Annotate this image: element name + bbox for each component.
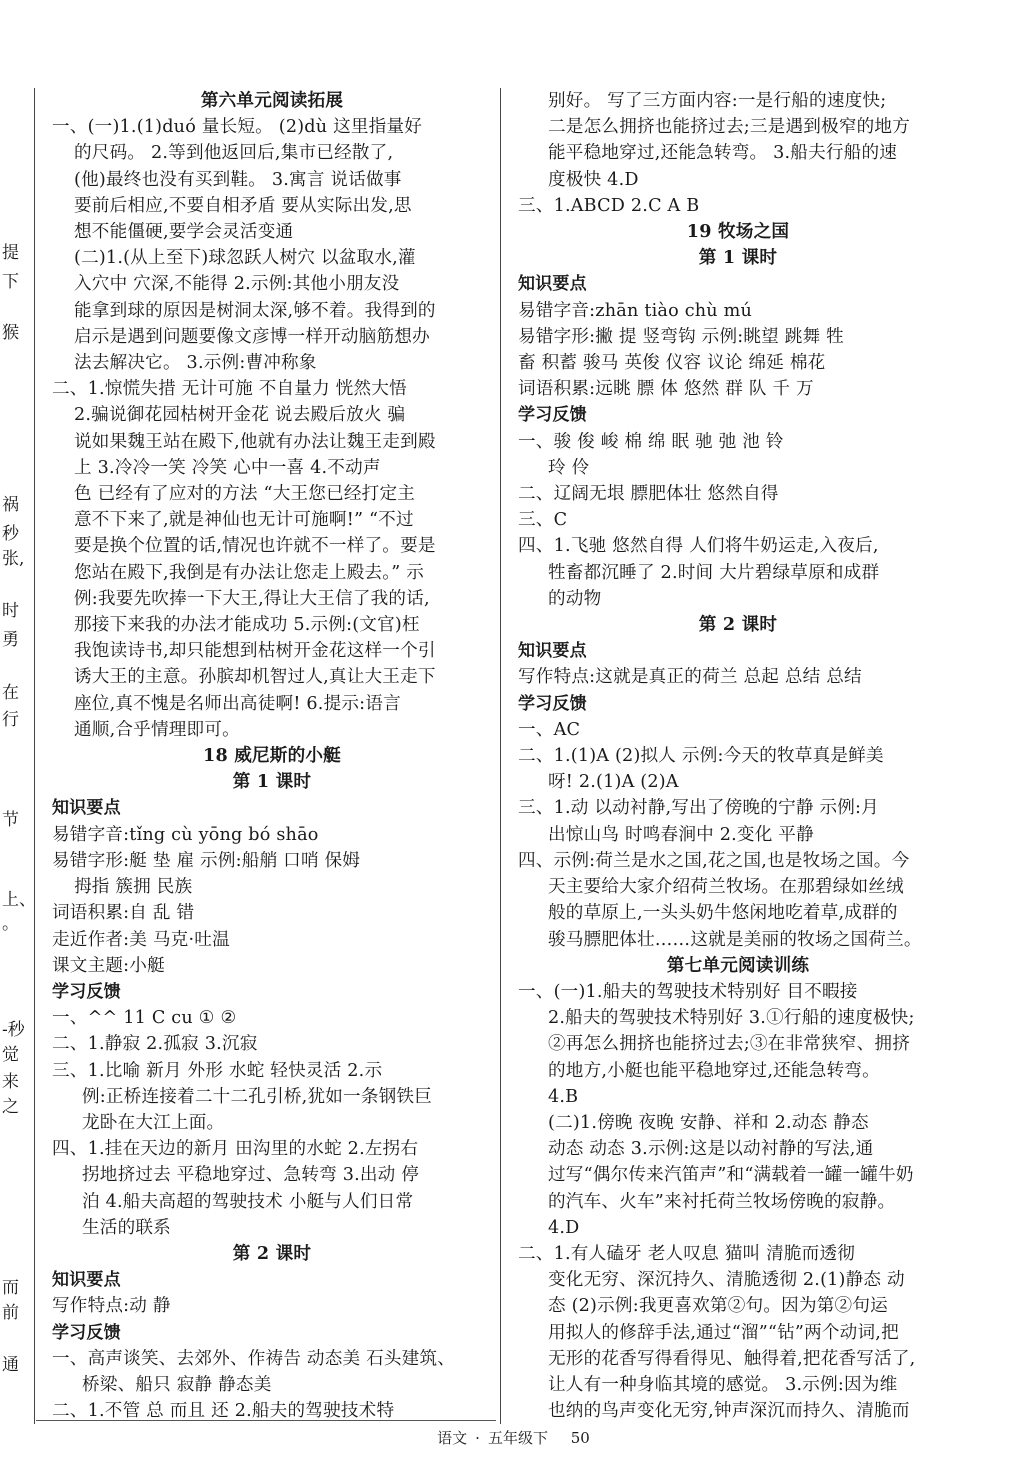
edge-fragment: 提 — [2, 243, 19, 263]
answer-line: 入穴中 穴深,不能得 2.示例:其他小朋友没 — [74, 274, 400, 295]
answer-line: 三、C — [518, 510, 568, 531]
subsection-heading: 知识要点 — [518, 641, 587, 662]
section-title: 第 2 课时 — [232, 1242, 312, 1264]
answer-line: 泊 4.船夫高超的驾驶技术 小艇与人们日常 — [82, 1191, 414, 1212]
answer-line: 想不能僵硬,要学会灵活变通 — [74, 222, 294, 243]
answer-line: 的尺码。 2.等到他返回后,集市已经散了, — [74, 143, 394, 164]
edge-fragment: 前 — [2, 1303, 19, 1323]
answer-line: 二是怎么拥挤也能挤过去;三是遇到极窄的地方 — [548, 117, 911, 138]
left-column — [52, 88, 492, 1424]
answer-line: 二、1.惊慌失措 无计可施 不自量力 恍然大悟 — [52, 379, 407, 400]
answer-line: 骏马膘肥体壮……这就是美丽的牧场之国荷兰。 — [548, 929, 922, 950]
answer-line: 玲 伶 — [548, 457, 590, 478]
footer-grade: 五年级下 — [487, 1429, 548, 1447]
answer-line: 易错字形:艇 垫 雇 示例:船艄 口哨 保姆 — [52, 850, 361, 871]
column-rule — [500, 88, 501, 1424]
answer-line: 我饱读诗书,却只能想到枯树开金花这样一个引 — [74, 641, 436, 662]
answer-line: 二、1.(1)A (2)拟人 示例:今天的牧草真是鲜美 — [518, 746, 884, 767]
answer-line: 能平稳地穿过,还能急转弯。 3.船夫行船的速 — [548, 143, 898, 164]
edge-fragment: 通 — [2, 1355, 19, 1375]
answer-line: 无形的花香写得看得见、触得着,把花香写活了, — [548, 1348, 916, 1369]
answer-line: 四、示例:荷兰是水之国,花之国,也是牧场之国。今 — [518, 850, 910, 871]
answer-line: 4.B — [548, 1086, 579, 1107]
answer-line: ②再怎么拥挤也能挤过去;③在非常狭窄、拥挤 — [548, 1034, 911, 1055]
answer-line: 写作特点:动 静 — [52, 1296, 171, 1317]
answer-line: 天主要给大家介绍荷兰牧场。在那碧绿如丝绒 — [548, 877, 904, 898]
subsection-heading: 学习反馈 — [518, 405, 587, 426]
answer-line: 一、^^ 11 C cu ① ② — [52, 1008, 237, 1029]
page-footer — [0, 1427, 1027, 1448]
section-title: 第 1 课时 — [698, 247, 778, 269]
subsection-heading: 学习反馈 — [52, 1322, 121, 1343]
answer-line: 例:正桥连接着二十二孔引桥,犹如一条钢铁巨 — [82, 1086, 433, 1107]
answer-line: 一、(一)1.(1)duó 量长短。 (2)dù 这里指量好 — [52, 117, 423, 138]
section-title: 第六单元阅读拓展 — [200, 90, 344, 111]
edge-fragment: 时 — [2, 601, 19, 621]
answer-line: 桥梁、船只 寂静 静态美 — [82, 1374, 272, 1395]
answer-line: 三、1.动 以动衬静,写出了傍晚的宁静 示例:月 — [518, 798, 879, 819]
answer-line: 走近作者:美 马克·吐温 — [52, 929, 230, 950]
answer-line: 2.骗说御花园枯树开金花 说去殿后放火 骗 — [74, 405, 406, 426]
answer-line: 呀! 2.(1)A (2)A — [548, 772, 679, 793]
edge-fragment: 节 — [2, 810, 19, 830]
answer-line: 一、骏 俊 峻 棉 绵 眠 驰 弛 池 铃 — [518, 431, 784, 452]
answer-line: 通顺,合乎情理即可。 — [74, 719, 240, 740]
answer-line: 的汽车、火车”来衬托荷兰牧场傍晚的寂静。 — [548, 1191, 896, 1212]
subsection-heading: 学习反馈 — [52, 981, 121, 1002]
answer-line: 要是换个位置的话,情况也许就不一样了。要是 — [74, 536, 436, 557]
answer-line: 度极快 4.D — [548, 169, 639, 190]
answer-line: 态 (2)示例:我更喜欢第②句。因为第②句运 — [548, 1296, 888, 1317]
footer-dot: · — [475, 1429, 480, 1447]
footer-rule — [36, 1420, 496, 1421]
answer-line: 三、1.ABCD 2.C A B — [518, 195, 700, 216]
subsection-heading: 知识要点 — [518, 274, 587, 295]
section-title: 19 牧场之国 — [686, 221, 790, 243]
section-title: 18 威尼斯的小艇 — [203, 745, 341, 767]
answer-line: 生活的联系 — [82, 1217, 171, 1238]
edge-fragment: 。 — [2, 914, 19, 934]
answer-line: 要前后相应,不要自相矛盾 要从实际出发,思 — [74, 195, 412, 216]
answer-line: 的地方,小艇也能平稳地穿过,还能急转弯。 — [548, 1060, 880, 1081]
answer-line: 法去解决它。 3.示例:曹冲称象 — [74, 353, 317, 374]
answer-line: 一、高声谈笑、去郊外、作祷告 动态美 石头建筑、 — [52, 1348, 456, 1369]
answer-line: (二)1.(从上至下)球忽跃人树穴 以盆取水,灌 — [74, 248, 416, 269]
answer-line: (他)最终也没有买到鞋。 3.寓言 说话做事 — [74, 169, 402, 190]
edge-fragment: 而 — [2, 1278, 19, 1298]
answer-line: 易错字音:zhān tiào chù mú — [518, 300, 753, 321]
answer-line: 四、1.飞驰 悠然自得 人们将牛奶运走,入夜后, — [518, 536, 879, 557]
answer-line: 课文主题:小艇 — [52, 955, 165, 976]
previous-page-edge — [0, 0, 36, 1465]
edge-fragment: 上、 — [2, 890, 36, 910]
answer-line: 2.船夫的驾驶技术特别好 3.①行船的速度极快; — [548, 1008, 915, 1029]
answer-line: 那接下来我的办法才能成功 5.示例:(文官)枉 — [74, 615, 420, 636]
edge-fragment: 行 — [2, 710, 19, 730]
edge-fragment: 祸 — [2, 495, 19, 515]
answer-line: 拇指 簇拥 民族 — [74, 877, 193, 898]
answer-line: 启示是遇到问题要像文彦博一样开动脑筋想办 — [74, 326, 430, 347]
answer-line: 用拟人的修辞手法,通过“溜”“钻”两个动词,把 — [548, 1322, 899, 1343]
answer-line: 拐地挤过去 平稳地穿过、急转弯 3.出动 停 — [82, 1165, 420, 1186]
answer-line: 词语积累:远眺 膘 体 悠然 群 队 千 万 — [518, 379, 814, 400]
answer-line: 般的草原上,一头头奶牛悠闲地吃着草,成群的 — [548, 903, 898, 924]
answer-line: 的动物 — [548, 588, 602, 609]
answer-line: 4.D — [548, 1217, 580, 1238]
answer-line: 易错字音:tǐng cù yōng bó shāo — [52, 824, 319, 845]
answer-line: 牲畜都沉睡了 2.时间 大片碧绿草原和成群 — [548, 562, 880, 583]
answer-line: 四、1.挂在天边的新月 田沟里的水蛇 2.左拐右 — [52, 1139, 419, 1160]
answer-line: 二、1.有人磕牙 老人叹息 猫叫 清脆而透彻 — [518, 1243, 856, 1264]
answer-line: 能拿到球的原因是树洞太深,够不着。我得到的 — [74, 300, 436, 321]
answer-line: 动态 动态 3.示例:这是以动衬静的写法,通 — [548, 1139, 874, 1160]
answer-line: 意不下来了,就是神仙也无计可施啊!” “不过 — [74, 510, 414, 531]
edge-fragment: 勇 — [2, 630, 19, 650]
subsection-heading: 知识要点 — [52, 1270, 121, 1291]
answer-line: 三、1.比喻 新月 外形 水蛇 轻快灵活 2.示 — [52, 1060, 383, 1081]
answer-line: 变化无穷、深沉持久、清脆透彻 2.(1)静态 动 — [548, 1270, 905, 1291]
edge-fragment: 猴 — [2, 323, 19, 343]
answer-line: 让人有一种身临其境的感觉。 3.示例:因为维 — [548, 1374, 898, 1395]
edge-fragment: 在 — [2, 683, 19, 703]
answer-line: 出惊山鸟 时鸣春涧中 2.变化 平静 — [548, 824, 814, 845]
answer-line: 座位,真不愧是名师出高徒啊! 6.提示:语言 — [74, 693, 401, 714]
answer-line: 写作特点:这就是真正的荷兰 总起 总结 总结 — [518, 667, 862, 688]
answer-line: 上 3.冷冷一笑 冷笑 心中一喜 4.不动声 — [74, 457, 381, 478]
section-title: 第 1 课时 — [232, 771, 312, 793]
edge-fragment: 下 — [2, 272, 19, 292]
edge-fragment: 之 — [2, 1097, 19, 1117]
answer-line: 过写“偶尔传来汽笛声”和“满载着一罐一罐牛奶 — [548, 1165, 914, 1186]
answer-line: 说如果魏王站在殿下,他就有办法让魏王走到殿 — [74, 431, 436, 452]
page-number: 50 — [570, 1429, 590, 1447]
answer-line: 色 已经有了应对的方法 “大王您已经打定主 — [74, 484, 416, 505]
subsection-heading: 学习反馈 — [518, 693, 587, 714]
answer-line: 例:我要先吹捧一下大王,得让大王信了我的话, — [74, 588, 430, 609]
section-title: 第七单元阅读训练 — [666, 954, 810, 976]
answer-line: (二)1.傍晚 夜晚 安静、祥和 2.动态 静态 — [548, 1112, 869, 1133]
answer-line: 别好。 写了三方面内容:一是行船的速度快; — [548, 91, 887, 111]
footer-subject: 语文 — [437, 1429, 468, 1447]
column-rule — [34, 88, 35, 1424]
answer-line: 二、1.不管 总 而且 还 2.船夫的驾驶技术特 — [52, 1401, 395, 1422]
answer-line: 畜 积蓄 骏马 英俊 仪容 议论 绵延 棉花 — [518, 353, 826, 374]
subsection-heading: 知识要点 — [52, 798, 121, 819]
answer-line: 一、AC — [518, 719, 581, 740]
answer-line: 龙卧在大江上面。 — [82, 1112, 225, 1133]
answer-line: 二、辽阔无垠 膘肥体壮 悠然自得 — [518, 484, 779, 505]
answer-line: 也纳的鸟声变化无穷,钟声深沉而持久、清脆而 — [548, 1401, 910, 1422]
edge-fragment: -秒 — [2, 1020, 25, 1040]
answer-line: 一、(一)1.船夫的驾驶技术特别好 目不暇接 — [518, 981, 858, 1002]
edge-fragment: 张, — [2, 549, 25, 569]
edge-fragment: 来 — [2, 1072, 19, 1092]
edge-fragment: 觉 — [2, 1045, 19, 1065]
answer-line: 您站在殿下,我倒是有办法让您走上殿去。” 示 — [74, 562, 425, 583]
answer-line: 诱大王的主意。孙膑却机智过人,真让大王走下 — [74, 667, 436, 688]
right-column — [518, 88, 958, 1424]
edge-fragment: 秒 — [2, 524, 19, 544]
answer-line: 易错字形:撇 提 竖弯钩 示例:眺望 跳舞 牲 — [518, 326, 844, 347]
answer-line: 二、1.静寂 2.孤寂 3.沉寂 — [52, 1034, 258, 1055]
section-title: 第 2 课时 — [698, 614, 778, 636]
answer-line: 词语积累:自 乱 错 — [52, 903, 195, 924]
